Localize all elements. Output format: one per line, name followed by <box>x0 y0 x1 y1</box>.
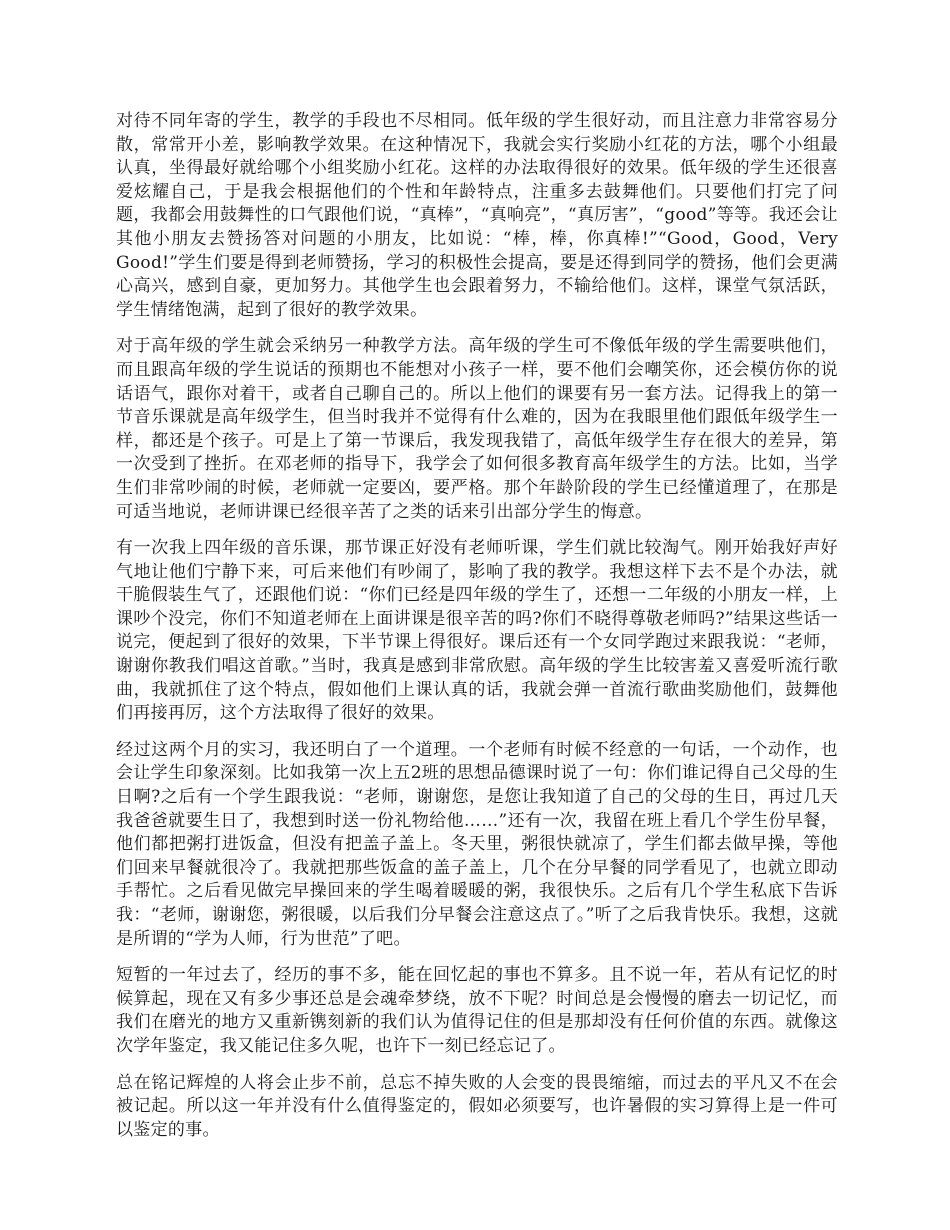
paragraph-6: 总在铭记辉煌的人将会止步不前，总忘不掉失败的人会变的畏畏缩缩，而过去的平凡又不在会被记起。所以这一年并没有什么值得鉴定的，假如必须要写，也许暑假的实习算得上是一件可以鉴定的事。 <box>116 1072 838 1140</box>
paragraph-3: 有一次我上四年级的音乐课，那节课正好没有老师听课，学生们就比较淘气。刚开始我好声好气地让他们宁静下来，可后来他们有吵闹了，影响了我的教学。我想这样下去不是个办法，就干脆假装生气了，还跟他们说：“你们已经是四年级的学生了，还想一二年级的小朋友一样，上课吵个没完，你们不知道老师在上面讲课是很辛苦的吗?你们不晓得尊敬老师吗?”结果这些话一说完，便起到了很好的效果，下半节课上得很好。课后还有一个女同学跑过来跟我说：“老师，谢谢你教我们唱这首歌。”当时，我真是感到非常欣慰。高年级的学生比较害羞又喜爱听流行歌曲，我就抓住了这个特点，假如他们上课认真的话，我就会弹一首流行歌曲奖励他们，鼓舞他们再接再厉，这个方法取得了很好的效果。 <box>116 538 838 724</box>
paragraph-2: 对于高年级的学生就会采纳另一种教学方法。高年级的学生可不像低年级的学生需要哄他们，而且跟高年级的学生说话的预期也不能想对小孩子一样，要不他们会嘲笑你，还会模仿你的说话语气，跟你对着干，或者自己聊自己的。所以上他们的课要有另一套方法。记得我上的第一节音乐课就是高年级学生，但当时我并不觉得有什么难的，因为在我眼里他们跟低年级学生一样，都还是个孩子。可是上了第一节课后，我发现我错了，高低年级学生存在很大的差异，第一次受到了挫折。在邓老师的指导下，我学会了如何很多教育高年级学生的方法。比如，当学生们非常吵闹的时候，老师就一定要凶，要严格。那个年龄阶段的学生已经懂道理了，在那是可适当地说，老师讲课已经很辛苦了之类的话来引出部分学生的悔意。 <box>116 336 838 522</box>
paragraph-4: 经过这两个月的实习，我还明白了一个道理。一个老师有时候不经意的一句话，一个动作，也会让学生印象深刻。比如我第一次上五2班的思想品德课时说了一句：你们谁记得自己父母的生日啊?之后有一个学生跟我说：“老师，谢谢您，是您让我知道了自己的父母的生日，再过几天我爸爸就要生日了，我想到时送一份礼物给他……”还有一次，我留在班上看几个学生份早餐，他们都把粥打进饭盒，但没有把盖子盖上。冬天里，粥很快就凉了，学生们都去做早操，等他们回来早餐就很冷了。我就把那些饭盒的盖子盖上，几个在分早餐的同学看见了，也就立即动手帮忙。之后看见做完早操回来的学生喝着暖暖的粥，我很快乐。之后有几个学生私底下告诉我：“老师，谢谢您，粥很暖，以后我们分早餐会注意这点了。”听了之后我肯快乐。我想，这就是所谓的“学为人师，行为世范”了吧。 <box>116 739 838 949</box>
paragraph-5: 短暂的一年过去了，经历的事不多，能在回忆起的事也不算多。且不说一年，若从有记忆的时候算起，现在又有多少事还总是会魂牵梦绕，放不下呢？时间总是会慢慢的磨去一切记忆，而我们在磨光的地方又重新镌刻新的我们认为值得记住的但是那却没有任何价值的东西。就像这次学年鉴定，我又能记住多久呢，也许下一刻已经忘记了。 <box>116 965 838 1056</box>
document-body <box>116 110 838 1155</box>
paragraph-1: 对待不同年寄的学生，教学的手段也不尽相同。低年级的学生很好动，而且注意力非常容易分散，常常开小差，影响教学效果。在这种情况下，我就会实行奖励小红花的方法，哪个小组最认真，坐得最好就给哪个小组奖励小红花。这样的办法取得很好的效果。低年级的学生还很喜爱炫耀自己，于是我会根据他们的个性和年龄特点，注重多去鼓舞他们。只要他们打完了问题，我都会用鼓舞性的口气跟他们说，“真棒”，“真响亮”，“真厉害”，“good”等等。我还会让其他小朋友去赞扬答对问题的小朋友，比如说：“棒，棒，你真棒!”“Good，Good，Very Good!”学生们要是得到老师赞扬，学习的积极性会提高，要是还得到同学的赞扬，他们会更满心高兴，感到自豪，更加努力。其他学生也会跟着努力，不输给他们。这样，课堂气氛活跃，学生情绪饱满，起到了很好的教学效果。 <box>116 111 838 320</box>
